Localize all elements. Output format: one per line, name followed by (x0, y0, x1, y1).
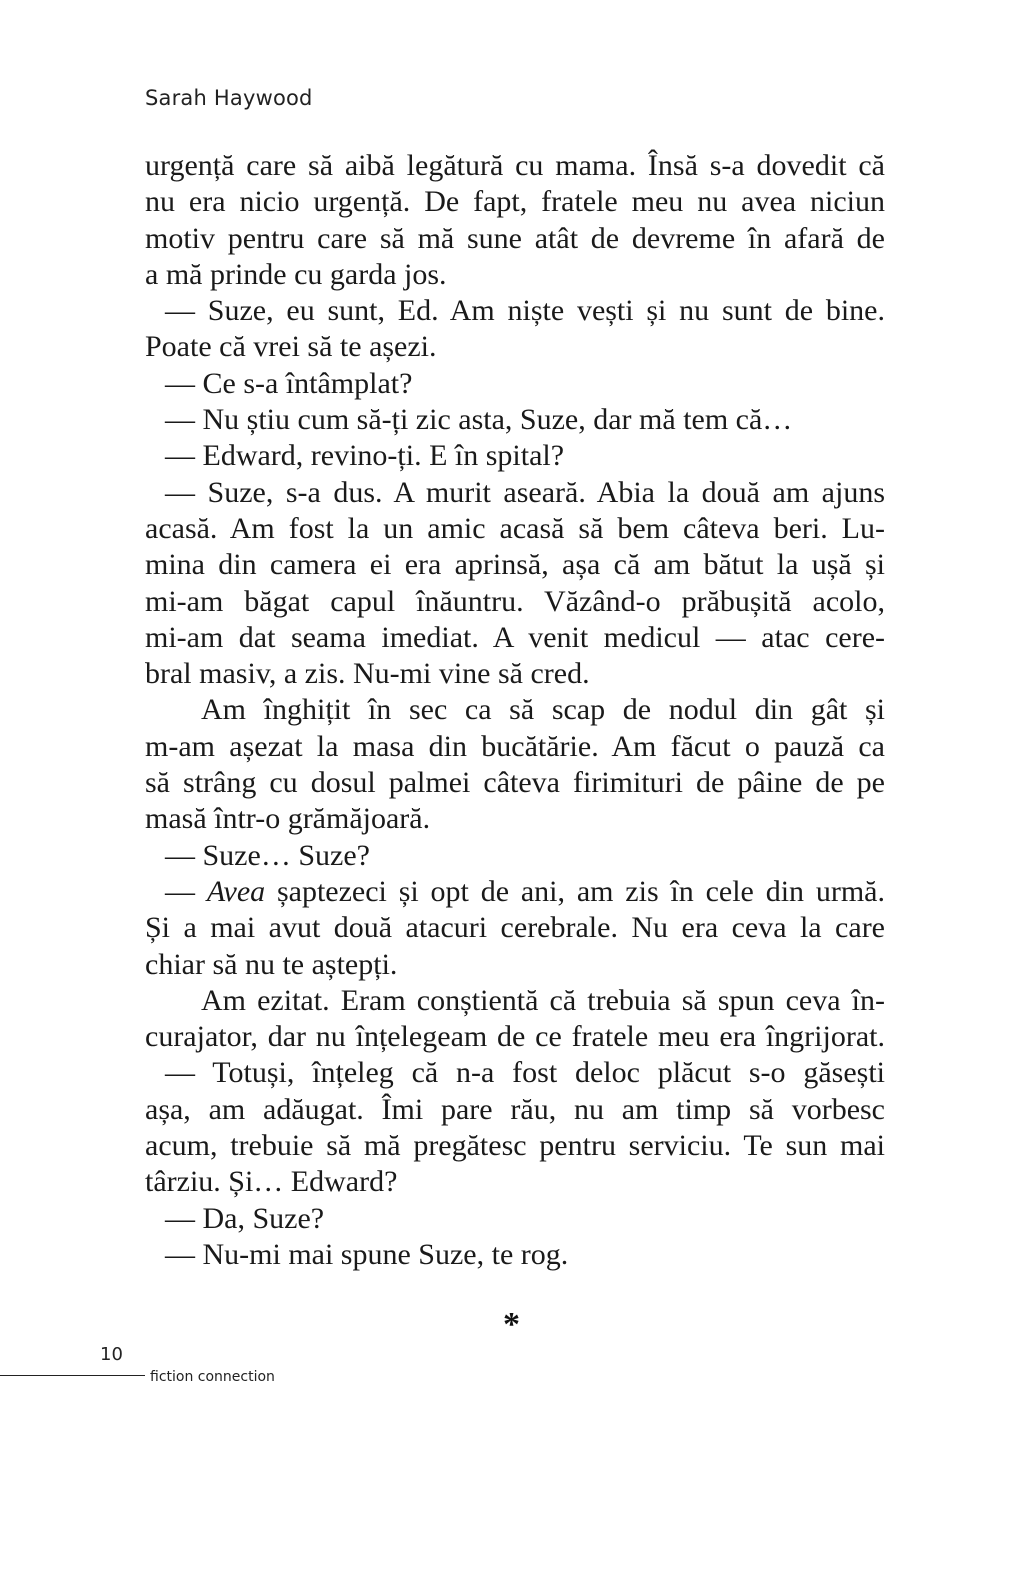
text-line: târziu. Și… Edward? (145, 1165, 398, 1199)
text-line: — Nu știu cum să-ți zic asta, Suze, dar mă tem că… (165, 403, 793, 437)
section-separator-asterisk: * (503, 1306, 520, 1343)
text-line: motiv pentru care să mă sune atât de devreme în afară de (145, 221, 885, 255)
text-line: să strâng cu dosul palmei câteva firimituri de pâine de pe (145, 766, 885, 800)
text-line: — Suze, s-a dus. A murit aseară. Abia la două am ajuns (165, 475, 885, 509)
text-line: — Suze, eu sunt, Ed. Am niște vești și nu sunt de bine. (165, 294, 885, 328)
body-text (145, 148, 885, 1273)
text-line: — Edward, revino-ți. E în spital? (165, 439, 565, 473)
text-line-with-emphasis (145, 874, 885, 910)
text-line: mi-am băgat capul înăuntru. Văzând-o prăbușită acolo, (145, 584, 885, 618)
text-line: urgență care să aibă legătură cu mama. Însă s-a dovedit că (145, 149, 885, 182)
text-line: nu era nicio urgență. De fapt, fratele meu nu avea niciun (145, 185, 885, 219)
footer-rule (0, 1375, 145, 1376)
text-line: chiar să nu te aștepți. (145, 947, 398, 981)
page-number: 10 (100, 1344, 123, 1365)
text-line: — Ce s-a întâmplat? (165, 366, 413, 400)
text-line: Poate că vrei să te așezi. (145, 330, 437, 364)
text-line: Am ezitat. Eram conștientă că trebuia să spun ceva în- (201, 983, 885, 1017)
text-line: bral masiv, a zis. Nu-mi vine să cred. (145, 657, 590, 691)
text-line: — Totuși, înțeleg că n-a fost deloc plăcut s-o găsești (165, 1056, 885, 1090)
text-line: a mă prinde cu garda jos. (145, 257, 447, 291)
text-line: — Suze… Suze? (165, 838, 370, 872)
dialogue-dash: — (165, 874, 207, 908)
text-line: Și a mai avut două atacuri cerebrale. Nu era ceva la care (145, 911, 885, 945)
footer-imprint: fiction connection (150, 1369, 275, 1385)
text-line: masă într-o grămăjoară. (145, 802, 431, 836)
text-line: — Da, Suze? (165, 1201, 325, 1235)
running-header-author: Sarah Haywood (145, 86, 313, 110)
text-line: așa, am adăugat. Îmi pare rău, nu am timp să vorbesc (145, 1092, 885, 1126)
text-line: acasă. Am fost la un amic acasă să bem câteva beri. Lu- (145, 511, 885, 545)
text-line: acum, trebuie să mă pregătesc pentru serviciu. Te sun mai (145, 1129, 885, 1163)
text-line: mina din camera ei era aprinsă, așa că am bătut la ușă și (145, 548, 885, 582)
text-line: mi-am dat seama imediat. A venit medicul — atac cere- (145, 620, 885, 654)
text-line: Am înghițit în sec ca să scap de nodul din gât și (201, 693, 885, 727)
text-line: curajator, dar nu înțelegeam de ce fratele meu era îngrijorat. (145, 1020, 885, 1054)
text-line: m-am așezat la masa din bucătărie. Am făcut o pauză ca (145, 729, 885, 763)
text-line-rest: șaptezeci și opt de ani, am zis în cele din urmă. (276, 874, 885, 908)
text-line: — Nu-mi mai spune Suze, te rog. (165, 1237, 569, 1271)
word-space (265, 875, 277, 908)
emphasized-word: Avea (206, 874, 266, 908)
